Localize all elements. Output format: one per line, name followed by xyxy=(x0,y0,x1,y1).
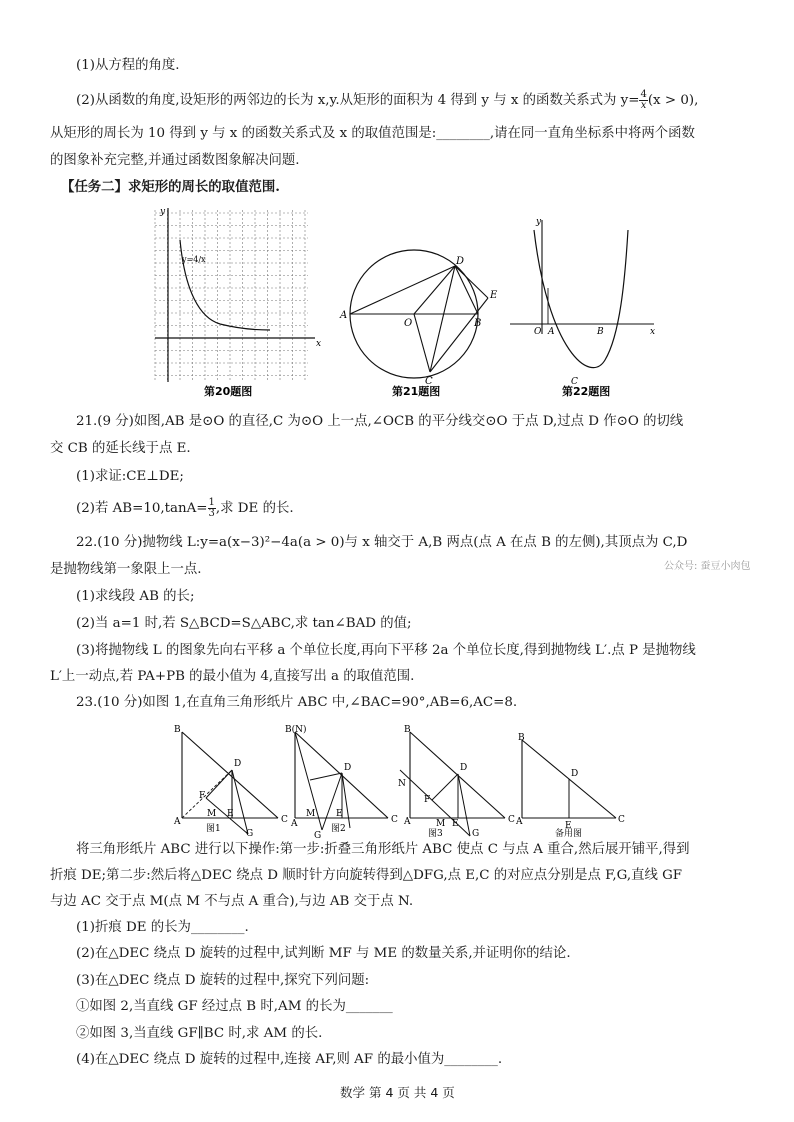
line-2-text: (2)从函数的角度,设矩形的两邻边的长为 x,y.从矩形的面积为 4 得到 y 与 x 的函数关系式为 y= xyxy=(76,93,640,108)
x-axis-label: x xyxy=(316,339,322,349)
q23-line-2: 将三角形纸片 ABC 进行以下操作:第一步:折叠三角形纸片 ABC 使点 C 与点 A 重合,然后展开铺平,得到 xyxy=(76,842,690,857)
svg-text:C: C xyxy=(425,376,433,387)
svg-text:C: C xyxy=(571,377,578,387)
q23-part-4: (4)在△DEC 绕点 D 旋转的过程中,连接 AF,则 AF 的最小值为________. xyxy=(76,1052,503,1067)
svg-text:M: M xyxy=(207,809,217,819)
svg-text:D: D xyxy=(234,759,242,769)
svg-text:E: E xyxy=(227,809,234,819)
svg-text:D: D xyxy=(456,256,465,267)
q21-line-2: 交 CB 的延长线于点 E. xyxy=(50,441,191,456)
svg-text:C: C xyxy=(508,815,515,825)
q23-line-3: 折痕 DE;第二步:然后将△DEC 绕点 D 顺时针方向旋转得到△DFG,点 E,C 的对应点分别是点 F,G,直线 GF xyxy=(50,868,683,883)
figure-20-graph xyxy=(155,207,321,398)
svg-text:N: N xyxy=(398,779,406,789)
svg-text:A: A xyxy=(291,819,298,829)
svg-text:y: y xyxy=(536,217,542,227)
q21-part-2-text: (2)若 AB=10,tanA= xyxy=(76,501,208,516)
q22-part-2: (2)当 a=1 时,若 S△BCD=S△ABC,求 tan∠BAD 的值; xyxy=(76,616,412,631)
q22-line-2: 是抛物线第一象限上一点. xyxy=(50,562,202,577)
svg-text:D: D xyxy=(571,769,579,779)
q23-figure-1 xyxy=(173,725,288,839)
svg-text:A: A xyxy=(340,310,348,321)
svg-text:B: B xyxy=(174,725,181,735)
svg-text:G: G xyxy=(246,829,254,839)
line-2 xyxy=(76,90,698,111)
svg-text:D: D xyxy=(460,763,468,773)
figure-22-caption: 第22题图 xyxy=(562,385,611,398)
svg-text:B: B xyxy=(404,725,411,735)
fraction-4-over-x xyxy=(639,90,647,111)
q23-line-1: 23.(10 分)如图 1,在直角三角形纸片 ABC 中,∠BAC=90°,AB=6,AC=8. xyxy=(76,695,518,710)
svg-text:F: F xyxy=(424,795,431,805)
spare-figure-label: 备用图 xyxy=(555,829,583,839)
svg-text:x: x xyxy=(650,327,656,337)
q21-part-2 xyxy=(76,498,294,519)
task-2-heading: 【任务二】求矩形的周长的取值范围. xyxy=(61,179,280,195)
svg-text:B: B xyxy=(474,318,482,329)
fraction-numerator: 1 xyxy=(208,497,215,508)
svg-text:E: E xyxy=(490,290,498,301)
svg-text:E: E xyxy=(336,809,343,819)
svg-text:E: E xyxy=(565,821,572,831)
q23-figure-3 xyxy=(398,725,515,839)
q22-line-1: 22.(10 分)抛物线 L:y=a(x−3)²−4a(a > 0)与 x 轴交于 A,B 两点(点 A 在点 B 的左侧),其顶点为 C,D xyxy=(76,535,688,550)
svg-text:A: A xyxy=(548,327,555,337)
fig-1-label: 图1 xyxy=(206,824,221,834)
q23-part-3: (3)在△DEC 绕点 D 旋转的过程中,探究下列问题: xyxy=(76,973,370,988)
fraction-denominator: x xyxy=(640,100,647,111)
svg-text:G: G xyxy=(314,831,322,840)
svg-text:D: D xyxy=(344,763,352,773)
q22-part-1: (1)求线段 AB 的长; xyxy=(76,589,195,604)
q23-figures xyxy=(0,718,794,840)
hyperbola-curve xyxy=(180,240,270,330)
svg-text:A: A xyxy=(174,817,181,827)
q22-part-3: (3)将抛物线 L 的图象先向右平移 a 个单位长度,再向下平移 2a 个单位长度,得到抛物线 L′.点 P 是抛物线 xyxy=(76,643,696,658)
svg-text:G: G xyxy=(472,829,480,839)
figure-20-caption: 第20题图 xyxy=(204,385,253,398)
svg-text:B(N): B(N) xyxy=(285,725,307,735)
q23-line-4: 与边 AC 交于点 M(点 M 不与点 A 重合),与边 AB 交于点 N. xyxy=(50,894,414,909)
q21-part-2-tail: ,求 DE 的长. xyxy=(215,501,294,516)
fig-3-label: 图3 xyxy=(428,829,443,839)
svg-text:O: O xyxy=(404,318,413,329)
svg-text:B: B xyxy=(518,733,525,743)
q22-part-3-cont: L′上一动点,若 PA+PB 的最小值为 4,直接写出 a 的取值范围. xyxy=(50,669,415,684)
figure-row xyxy=(0,200,794,410)
svg-text:A: A xyxy=(404,817,411,827)
q23-part-3-2: ②如图 3,当直线 GF∥BC 时,求 AM 的长. xyxy=(76,1026,323,1041)
fig-2-label: 图2 xyxy=(331,824,346,834)
figure-22-parabola xyxy=(510,217,655,398)
svg-text:O: O xyxy=(534,327,542,337)
q23-part-2: (2)在△DEC 绕点 D 旋转的过程中,试判断 MF 与 ME 的数量关系,并证明你的结论. xyxy=(76,946,571,961)
svg-text:M: M xyxy=(436,819,446,829)
function-label: y=4/x xyxy=(182,255,206,264)
y-axis-label: y xyxy=(160,207,166,217)
line-4: 的图象补充完整,并通过函数图象解决问题. xyxy=(50,153,300,168)
q23-spare-figure xyxy=(515,733,625,839)
fraction-denominator: 3 xyxy=(208,508,215,519)
figure-21-caption: 第21题图 xyxy=(392,385,441,398)
svg-text:F: F xyxy=(199,791,206,801)
q21-line-1: 21.(9 分)如图,AB 是⊙O 的直径,C 为⊙O 上一点,∠OCB 的平分线交⊙O 于点 D,过点 D 作⊙O 的切线 xyxy=(76,414,684,429)
q23-part-1: (1)折痕 DE 的长为________. xyxy=(76,920,249,935)
svg-text:C: C xyxy=(391,815,398,825)
svg-text:E: E xyxy=(452,819,459,829)
figure-21-circle xyxy=(339,250,498,398)
line-1: (1)从方程的角度. xyxy=(76,58,180,73)
svg-text:C: C xyxy=(618,815,625,825)
svg-text:B: B xyxy=(597,327,604,337)
svg-text:C: C xyxy=(281,815,288,825)
watermark: 公众号: 蚕豆小肉包 xyxy=(664,561,751,572)
fraction-1-over-3 xyxy=(208,498,216,519)
line-3: 从矩形的周长为 10 得到 y 与 x 的函数关系式及 x 的取值范围是:________,请在同一直角坐标系中将两个函数 xyxy=(50,126,695,141)
line-2-tail: (x > 0), xyxy=(647,93,699,108)
q23-figure-2 xyxy=(285,724,398,840)
svg-text:M: M xyxy=(306,809,316,819)
svg-text:A: A xyxy=(516,817,523,827)
q21-part-1: (1)求证:CE⊥DE; xyxy=(76,469,184,484)
page-footer: 数学 第 4 页 共 4 页 xyxy=(340,1085,455,1100)
q23-part-3-1: ①如图 2,当直线 GF 经过点 B 时,AM 的长为_______ xyxy=(76,999,393,1014)
fraction-numerator: 4 xyxy=(640,89,647,100)
